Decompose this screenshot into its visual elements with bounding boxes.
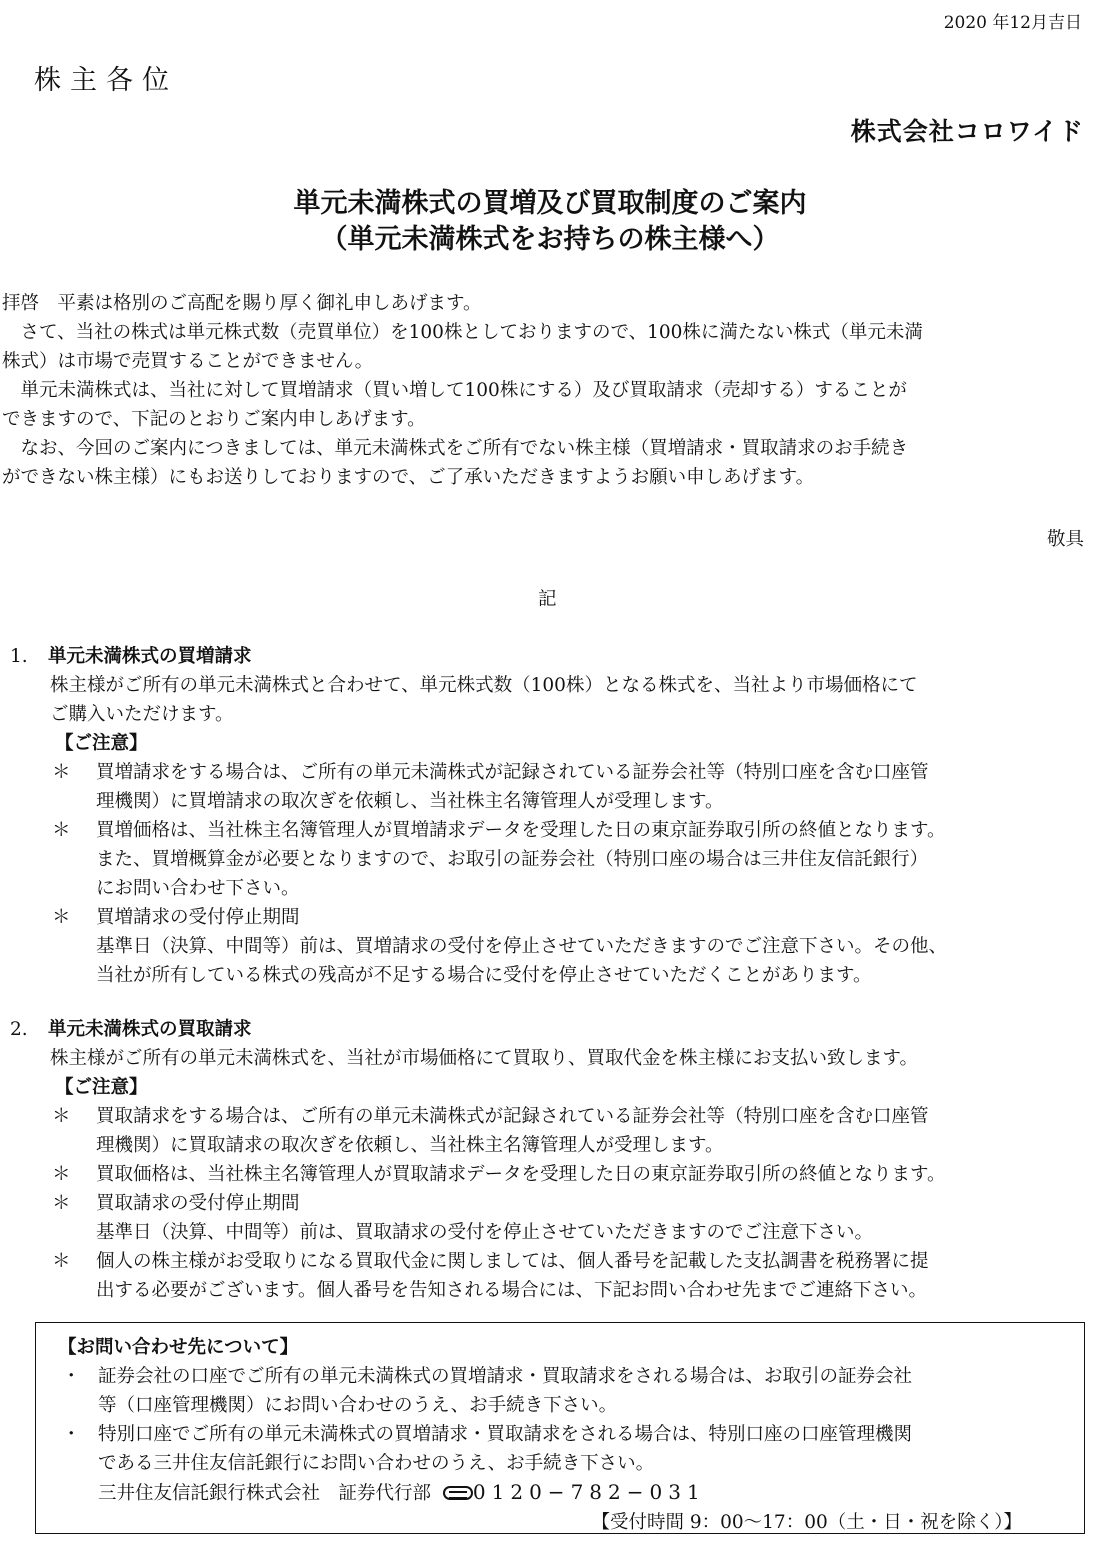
addressee: 株主各位 — [34, 65, 178, 96]
intro-p1: 拝啓 平素は格別のご高配を賜り厚く御礼申しあげます。 — [2, 293, 482, 314]
section-2-caution: 【ご注意】 — [55, 1077, 148, 1098]
intro-p3b: できますので、下記のとおりご案内申しあげます。 — [2, 409, 426, 430]
phone-number: 0120−782−031 — [472, 1480, 706, 1504]
contact-bullet-2a: ・ 特別口座でご所有の単元未満株式の買増請求・買取請求をされる場合は、特別口座の口座管理機関 — [36, 1420, 1084, 1449]
title-line-2: （単元未満株式をお持ちの株主様へ） — [320, 224, 780, 255]
section-2-note-2a: ＊ 買取価格は、当社株主名簿管理人が買取請求データを受理した日の東京証券取引所の終値となります。 — [0, 1160, 1100, 1189]
intro-text — [0, 289, 1100, 492]
section-1-note-1b: 理機関）に買増請求の取次ぎを依頼し、当社株主名簿管理人が受理します。 — [96, 791, 724, 812]
bullet-icon: ・ — [62, 1424, 81, 1445]
contact-bullet-1a: ・ 証券会社の口座でご所有の単元未満株式の買増請求・買取請求をされる場合は、お取引の証券会社 — [36, 1362, 1084, 1391]
asterisk-icon: ＊ — [52, 1193, 71, 1214]
section-2-note-3a: ＊ 買取請求の受付停止期間 — [0, 1189, 1100, 1218]
section-2-title — [0, 1015, 1100, 1044]
section-2-note-1a: ＊ 買取請求をする場合は、ご所有の単元未満株式が記録されている証券会社等（特別口座を含む口座管 — [0, 1102, 1100, 1131]
section-1-caution: 【ご注意】 — [55, 733, 148, 754]
section-1-number: 1. — [10, 646, 28, 667]
document-title — [0, 186, 1100, 258]
reception-hours: 【受付時間 9：00〜17：00（土・日・祝を除く）】 — [591, 1512, 1022, 1533]
section-2-note-4a: ＊ 個人の株主様がお受取りになる買取代金に関しましては、個人番号を記載した支払調書を税務署に提 — [0, 1247, 1100, 1276]
section-1-note-1a: ＊ 買増請求をする場合は、ご所有の単元未満株式が記録されている証券会社等（特別口座を含む口座管 — [0, 758, 1100, 787]
section-2-note-3b: 基準日（決算、中間等）前は、買取請求の受付を停止させていただきますのでご注意下さい。 — [96, 1222, 874, 1243]
asterisk-icon: ＊ — [52, 907, 71, 928]
section-2-note-4b: 出する必要がございます。個人番号を告知される場合には、下記お問い合わせ先までご連絡下さい。 — [96, 1280, 928, 1301]
section-1 — [0, 642, 1100, 990]
contact-bullet-2b: である三井住友信託銀行にお問い合わせのうえ、お手続き下さい。 — [98, 1453, 655, 1474]
intro-p4b: ができない株主様）にもお送りしておりますので、ご了承いただきますようお願い申しあげます。 — [2, 467, 815, 488]
section-2-note-1b: 理機関）に買取請求の取次ぎを依頼し、当社株主名簿管理人が受理します。 — [96, 1135, 724, 1156]
asterisk-icon: ＊ — [52, 820, 71, 841]
asterisk-icon: ＊ — [52, 1106, 71, 1127]
intro-p2b: 株式）は市場で売買することができません。 — [2, 351, 374, 372]
contact-phone-line — [36, 1478, 1084, 1508]
section-1-note-2b: また、買増概算金が必要となりますので、お取引の証券会社（特別口座の場合は三井住友信託銀行） — [96, 849, 929, 870]
asterisk-icon: ＊ — [52, 1251, 71, 1272]
asterisk-icon: ＊ — [52, 762, 71, 783]
company-name: 株式会社コロワイド — [850, 117, 1084, 146]
intro-p4a: なお、今回のご案内につきましては、単元未満株式をご所有でない株主様（買増請求・買取請求のお手続き — [2, 438, 909, 459]
free-dial-icon — [443, 1486, 473, 1500]
intro-p3a: 単元未満株式は、当社に対して買増請求（買い増して100株にする）及び買取請求（売却する）することが — [2, 380, 907, 401]
section-1-note-3a: ＊ 買増請求の受付停止期間 — [0, 903, 1100, 932]
section-1-desc-2: ご購入いただけます。 — [50, 704, 234, 725]
section-2-heading: 単元未満株式の買取請求 — [48, 1019, 252, 1040]
ki-marker: 記 — [538, 589, 557, 610]
contact-box — [35, 1322, 1085, 1534]
section-1-desc-1: 株主様がご所有の単元未満株式と合わせて、単元株式数（100株）となる株式を、当社より市場価格にて — [50, 675, 918, 696]
contact-bullet-1b: 等（口座管理機関）にお問い合わせのうえ、お手続き下さい。 — [98, 1395, 618, 1416]
intro-p2a: さて、当社の株式は単元株式数（売買単位）を100株としておりますので、100株に満たない株式（単元未満 — [2, 322, 923, 343]
section-2-number: 2. — [10, 1019, 28, 1040]
section-2-desc-1: 株主様がご所有の単元未満株式を、当社が市場価格にて買取り、買取代金を株主様にお支払い致します。 — [50, 1048, 919, 1069]
contact-heading: 【お問い合わせ先について】 — [58, 1337, 299, 1358]
bank-name: 三井住友信託銀行株式会社 証券代行部 — [98, 1483, 432, 1504]
closing-keigu: 敬具 — [1046, 529, 1084, 550]
section-2 — [0, 1015, 1100, 1305]
section-1-note-3b: 基準日（決算、中間等）前は、買増請求の受付を停止させていただきますのでご注意下さい。その他、 — [96, 936, 948, 957]
section-1-note-3c: 当社が所有している株式の残高が不足する場合に受付を停止させていただくことがあります。 — [96, 965, 872, 986]
section-1-heading: 単元未満株式の買増請求 — [48, 646, 252, 667]
document-date: 2020 年12月吉日 — [943, 13, 1082, 33]
section-1-title — [0, 642, 1100, 671]
bullet-icon: ・ — [62, 1366, 81, 1387]
title-line-1: 単元未満株式の買増及び買取制度のご案内 — [293, 188, 807, 219]
section-1-note-2c: にお問い合わせ下さい。 — [96, 878, 300, 899]
asterisk-icon: ＊ — [52, 1164, 71, 1185]
section-1-note-2a: ＊ 買増価格は、当社株主名簿管理人が買増請求データを受理した日の東京証券取引所の終値となります。 — [0, 816, 1100, 845]
